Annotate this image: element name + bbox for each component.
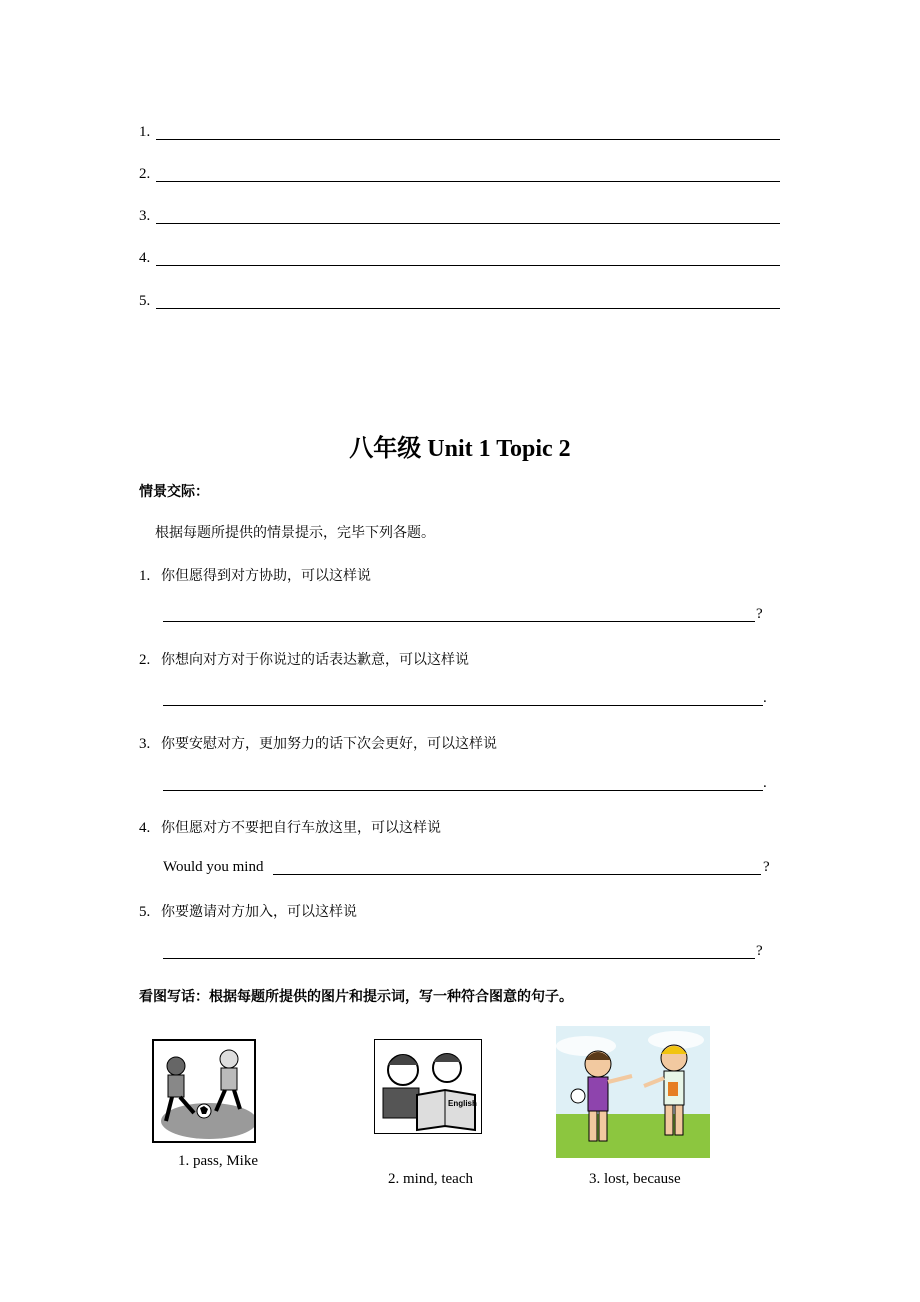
line-number: 4.: [139, 250, 151, 266]
boys-reading-illustration: [375, 1040, 481, 1133]
question-text: 你想向对方对于你说过的话表达歉意，可以这样说: [161, 652, 469, 668]
question-number: 3.: [139, 736, 151, 752]
boys-football-illustration: [154, 1041, 254, 1141]
book-label: English: [448, 1099, 477, 1108]
answer-line-3[interactable]: [139, 208, 784, 228]
answer-field-2[interactable]: [163, 690, 775, 710]
picture-caption-2: 2. mind, teach: [388, 1171, 473, 1187]
question-number: 5.: [139, 904, 151, 920]
line-number: 2.: [139, 166, 151, 182]
boys-talking-illustration: [556, 1026, 710, 1158]
section-instruction: 根据每题所提供的情景提示，完毕下列各题。: [155, 525, 435, 541]
page-title: 八年级 Unit 1 Topic 2: [349, 436, 571, 462]
question-4: [139, 817, 441, 837]
question-number: 2.: [139, 652, 151, 668]
answer-prefix: Would you mind: [163, 859, 264, 875]
answer-end-punct: .: [763, 775, 767, 791]
section-heading-picture-writing: 看图写话：根据每题所提供的图片和提示词，写一种符合图意的句子。: [139, 989, 573, 1005]
line-number: 1.: [139, 124, 151, 140]
answer-field-5[interactable]: [163, 943, 773, 963]
question-number: 1.: [139, 568, 151, 584]
question-text: 你要安慰对方，更加努力的话下次会更好，可以这样说: [161, 736, 497, 752]
answer-field-3[interactable]: [163, 775, 775, 795]
question-text: 你但愿对方不要把自行车放这里，可以这样说: [161, 820, 441, 836]
picture-boys-talking: [556, 1026, 710, 1158]
question-text: 你但愿得到对方协助，可以这样说: [161, 568, 371, 584]
answer-line-4[interactable]: [139, 250, 784, 270]
answer-field-1[interactable]: [163, 606, 773, 626]
answer-field-4[interactable]: [163, 859, 775, 879]
question-5: [139, 901, 357, 921]
answer-line-2[interactable]: [139, 166, 784, 186]
answer-end-punct: ?: [763, 859, 770, 875]
answer-line-1[interactable]: [139, 124, 784, 144]
answer-line-5[interactable]: [139, 293, 784, 313]
section-heading-situational: 情景交际：: [139, 484, 209, 500]
picture-caption-3: 3. lost, because: [589, 1171, 681, 1187]
line-number: 3.: [139, 208, 151, 224]
line-number: 5.: [139, 293, 151, 309]
answer-end-punct: .: [763, 690, 767, 706]
picture-boys-football: [152, 1039, 256, 1143]
question-text: 你要邀请对方加入，可以这样说: [161, 904, 357, 920]
question-3: [139, 733, 497, 753]
answer-end-punct: ?: [756, 606, 763, 622]
picture-caption-1: 1. pass, Mike: [178, 1153, 258, 1169]
question-number: 4.: [139, 820, 151, 836]
picture-boys-reading: [374, 1039, 482, 1134]
answer-end-punct: ?: [756, 943, 763, 959]
question-2: [139, 649, 469, 669]
question-1: [139, 565, 371, 585]
